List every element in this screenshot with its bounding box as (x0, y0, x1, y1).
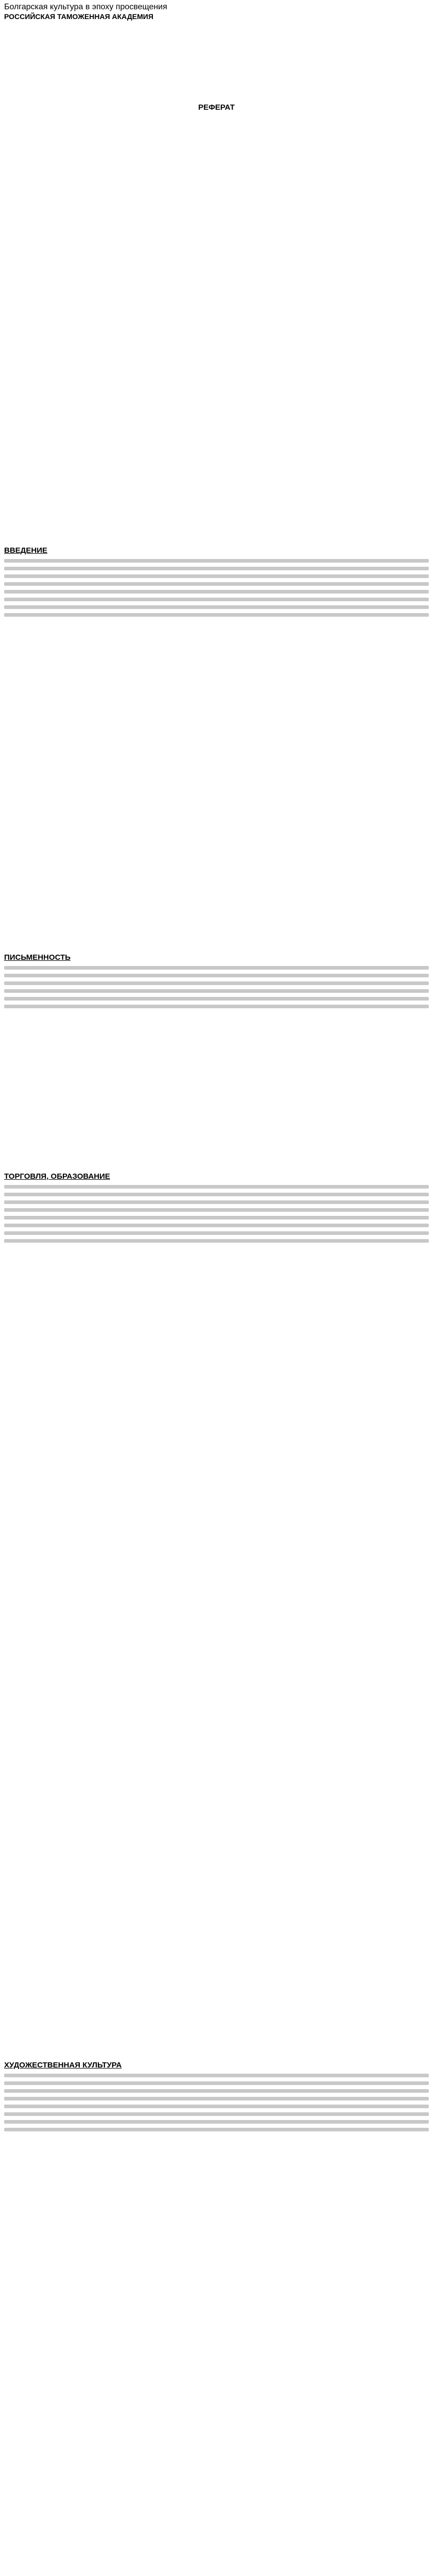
referat-title: РЕФЕРАТ (198, 103, 235, 112)
document-heading: Болгарская культура в эпоху просвещения (4, 3, 167, 11)
introduction-text-placeholder (4, 559, 429, 621)
section-heading-writing: ПИСЬМЕННОСТЬ (4, 953, 71, 962)
writing-text-placeholder (4, 966, 429, 1012)
document-page (4, 0, 429, 2070)
academy-name: РОССИЙСКАЯ ТАМОЖЕННАЯ АКАДЕМИЯ (4, 12, 153, 21)
section-heading-trade-education: ТОРГОВЛЯ, ОБРАЗОВАНИЕ (4, 1172, 110, 1181)
art-culture-text-placeholder (4, 2074, 429, 2136)
section-heading-introduction: ВВЕДЕНИЕ (4, 546, 47, 555)
section-heading-art-culture: ХУДОЖЕСТВЕННАЯ КУЛЬТУРА (4, 2061, 122, 2070)
trade-education-text-placeholder (4, 1185, 429, 1247)
